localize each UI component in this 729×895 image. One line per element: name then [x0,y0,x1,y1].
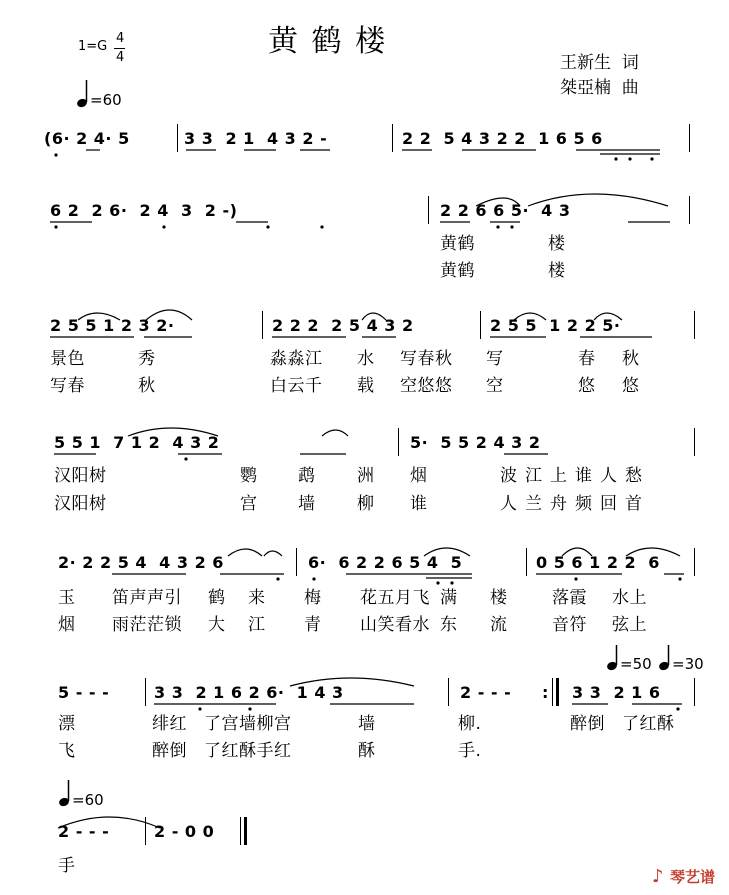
lyric-syllable: 弦上 [612,615,647,635]
lyric-syllable: 黄鹤 [440,261,475,281]
lyric-syllable: 水 [357,349,375,369]
lyric-syllable: 音符 [552,615,587,635]
lyric-syllable: 梅 [304,588,322,608]
notation-measure: 2 - - - [460,683,512,702]
tempo-marking-60: =60 [72,791,104,809]
song-title: 黄 鹤 楼 [268,24,388,59]
lyric-syllable: 笛声声引 [112,588,182,608]
notation-measure: 6 2 2 6· 2 4 3 2 -) [50,201,238,220]
lyric-syllable: 墙 [298,494,316,514]
watermark-logo-icon: ♪ [652,866,664,887]
lyric-syllable: 悠 [578,376,596,396]
lyric-syllable: 落霞 [552,588,587,608]
notation-measure: 2· 2 2 5 4 4 3 2 6 [58,553,224,572]
lyric-syllable: 空 [486,376,504,396]
lyric-syllable: 手. [458,741,482,761]
lyric-syllable: 楼 [548,234,566,254]
lyric-syllable: 楼 [490,588,508,608]
lyric-syllable: 玉 [58,588,76,608]
time-signature-denominator: 4 [116,50,125,65]
notation-measure: 3 3 2 1 4 3 2 - [184,129,328,148]
lyric-syllable: 秀 [138,349,156,369]
lyric-syllable: 空悠悠 [400,376,453,396]
lyric-syllable: 手 [58,856,76,876]
lyric-syllable: 柳 [357,494,375,514]
lyric-syllable: 洲 [357,466,375,486]
lyric-syllable: 绯红 [152,714,187,734]
lyric-syllable: 写春 [50,376,85,396]
notation-measure: 2 2 6 6 5· 4 3 [440,201,571,220]
notation-measure: 5 5 1 7 1 2 4 3 2 [54,433,220,452]
lyric-syllable: 江 [248,615,266,635]
lyric-syllable: 谁 [410,494,428,514]
lyricist-credit: 王新生 词 [560,53,639,73]
lyric-syllable: 酥 [358,741,376,761]
lyric-syllable: 鹦 [240,466,258,486]
notation-measure: (6· 2 4· 5 [44,129,130,148]
lyric-syllable: 淼淼江 [270,349,323,369]
notation-measure: 0 5 6 1 2 2 6 [536,553,660,572]
lyric-syllable: 漂 [58,714,76,734]
lyric-syllable: 大 [208,615,226,635]
lyric-syllable: 来 [248,588,266,608]
lyric-syllable: 醉倒 [152,741,187,761]
watermark-logo: 琴艺谱 [670,868,716,886]
tempo-marking-30: =30 [672,655,704,673]
lyric-syllable: 景色 [50,349,85,369]
lyric-syllable: 秋 [138,376,156,396]
notation-measure: 2 5 5 1 2 2 5· [490,316,621,335]
lyric-syllable: 白云千 [270,376,323,396]
lyric-syllable: 写 [486,349,504,369]
notation-measure: 3 3 2 1 6 [572,683,661,702]
lyric-syllable: 鹉 [298,466,316,486]
lyric-syllable: 写春秋 [400,349,453,369]
key-signature: 1=G [78,39,108,54]
lyric-syllable: 了红酥手红 [204,741,292,761]
lyric-syllable: 汉阳树 [54,466,107,486]
lyric-syllable: 烟 [58,615,76,635]
lyric-syllable: 青 [304,615,322,635]
tempo-marking: =60 [90,91,122,109]
lyric-syllable: 黄鹤 [440,234,475,254]
lyric-syllable: 人兰舟频回首 [500,494,650,514]
notation-measure: 6· 6 2 2 6 5 4 5 [308,553,463,572]
notation-measure: 2 2 2 2 5 4 3 2 [272,316,414,335]
lyric-syllable: 东 [440,615,458,635]
lyric-syllable: 波江上谁人愁 [500,466,650,486]
notation-measure: 2 5 5 1 2 3 2· [50,316,175,335]
lyric-syllable: 悠 [622,376,640,396]
lyric-syllable: 楼 [548,261,566,281]
notation-measure: 2 - 0 0 [154,822,215,841]
lyric-syllable: 醉倒 [570,714,605,734]
lyric-syllable: 柳. [458,714,482,734]
lyric-syllable: 流 [490,615,508,635]
tempo-marking-50: =50 [620,655,652,673]
lyric-syllable: 飞 [58,741,76,761]
lyric-syllable: 鹤 [208,588,226,608]
notation-measure: 5 - - - [58,683,110,702]
composer-credit: 桀亞楠 曲 [560,78,639,98]
lyric-syllable: 汉阳树 [54,494,107,514]
lyric-syllable: 载 [357,376,375,396]
lyric-syllable: 秋 [622,349,640,369]
lyric-syllable: 满 [440,588,458,608]
notation-measure: 3 3 2 1 6 2 6· 1 4 3 [154,683,344,702]
lyric-syllable: 花五月飞 [360,588,430,608]
lyric-syllable: 了红酥 [622,714,675,734]
lyric-syllable: 宫 [240,494,258,514]
lyric-syllable: 水上 [612,588,647,608]
time-signature-numerator: 4 [116,31,125,46]
notation-measure: 2 - - - [58,822,110,841]
lyric-syllable: 烟 [410,466,428,486]
notation-measure: 2 2 5 4 3 2 2 1 6 5 6 [402,129,603,148]
lyric-syllable: 春 [578,349,596,369]
lyric-syllable: 雨茫茫锁 [112,615,182,635]
lyric-syllable: 山笑看水 [360,615,430,635]
lyric-syllable: 了宫墙柳宫 [204,714,292,734]
notation-measure: 5· 5 5 2 4 3 2 [410,433,541,452]
repeat-dots: : [542,683,549,702]
lyric-syllable: 墙 [358,714,376,734]
